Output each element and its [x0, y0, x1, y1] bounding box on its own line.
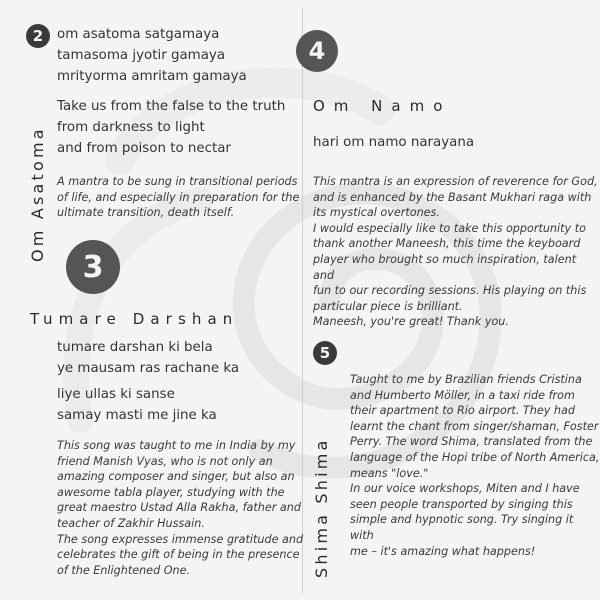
lyric-line: om asatoma satgamaya	[57, 27, 220, 42]
note-line: celebrates the gift of being in the presence	[57, 548, 300, 562]
note-line: fun to our recording sessions. His playing on this	[313, 284, 587, 298]
note-line: ultimate transition, death itself.	[57, 206, 235, 220]
lyric-line: ye mausam ras rachane ka	[57, 361, 240, 376]
lyric-line: hari om namo narayana	[313, 135, 475, 150]
note-line: Maneesh, you're great! Thank you.	[313, 315, 509, 329]
note-line: simple and hypnotic song. Try singing it with	[350, 513, 574, 542]
section-number-badge: 2	[26, 24, 50, 48]
lyric-line: tamasoma jyotir gamaya	[57, 48, 226, 63]
note-line: I would especially like to take this opportunity to	[313, 221, 586, 235]
note-line: Taught to me by Brazilian friends Cristina	[350, 373, 582, 386]
note-line: its mystical overtones.	[313, 206, 440, 220]
lyric-line: tumare darshan ki bela	[57, 340, 213, 355]
note-line: The song expresses immense gratitude and	[57, 532, 304, 546]
section-title: Om Namo	[313, 97, 452, 115]
section-title: Tumare Darshan	[30, 310, 239, 328]
lyrics-block	[57, 337, 239, 379]
note-line: of the Enlightened One.	[57, 563, 191, 577]
translation-block	[57, 96, 285, 159]
note-line: particular piece is brilliant.	[313, 299, 463, 313]
section-vertical-title: Shima Shima	[312, 437, 331, 578]
lyrics-block	[313, 132, 474, 153]
section-number-badge: 5	[313, 341, 337, 365]
section-vertical-title: Om Asatoma	[28, 126, 47, 262]
section-note	[57, 438, 303, 578]
lyrics-block	[57, 24, 247, 87]
note-line: seen people transported by singing this	[350, 497, 573, 511]
note-line: amazing composer and singer, but also an	[57, 470, 295, 484]
note-line: and is enhanced by the Basant Mukhari raga with	[313, 190, 592, 204]
section-number-badge: 4	[296, 30, 338, 72]
note-line: Perry. The word Shima, translated from the	[350, 435, 593, 449]
note-line: me – it's amazing what happens!	[350, 544, 536, 558]
note-line: their apartment to Rio airport. They had	[350, 404, 575, 418]
note-line: of life, and especially in preparation for the	[57, 190, 300, 204]
note-line: In our voice workshops, Miten and I have	[350, 482, 580, 496]
translation-line: Take us from the false to the truth	[57, 99, 286, 114]
note-line: This mantra is an expression of reverence for God,	[313, 175, 598, 188]
lyrics-block	[57, 384, 217, 426]
note-line: friend Manish Vyas, who is not only an	[57, 454, 273, 468]
lyric-line: liye ullas ki sanse	[57, 387, 175, 402]
translation-line: from darkness to light	[57, 120, 205, 135]
section-number-badge: 3	[66, 240, 120, 294]
note-line: A mantra to be sung in transitional periods	[57, 175, 298, 188]
section-note	[57, 174, 299, 221]
note-line: and Humberto Möller, in a taxi ride from	[350, 388, 575, 402]
note-line: learnt the chant from singer/shaman, Foster	[350, 419, 599, 433]
note-line: thank another Maneesh, this time the keyboard	[313, 237, 581, 251]
section-note	[350, 372, 600, 559]
note-line: means "love."	[350, 466, 429, 480]
note-line: teacher of Zakhir Hussain.	[57, 516, 205, 530]
note-line: player who brought so much inspiration, talent and	[313, 252, 577, 282]
note-line: This song was taught to me in India by my	[57, 439, 296, 452]
lyric-line: samay masti me jine ka	[57, 408, 217, 423]
note-line: great maestro Ustad Alla Rakha, father and	[57, 501, 301, 515]
note-line: awesome tabla player, studying with the	[57, 485, 285, 499]
translation-line: and from poison to nectar	[57, 141, 231, 156]
section-note	[313, 174, 600, 330]
note-line: language of the Hopi tribe of North America,	[350, 450, 600, 464]
lyric-line: mrityorma amritam gamaya	[57, 69, 247, 84]
